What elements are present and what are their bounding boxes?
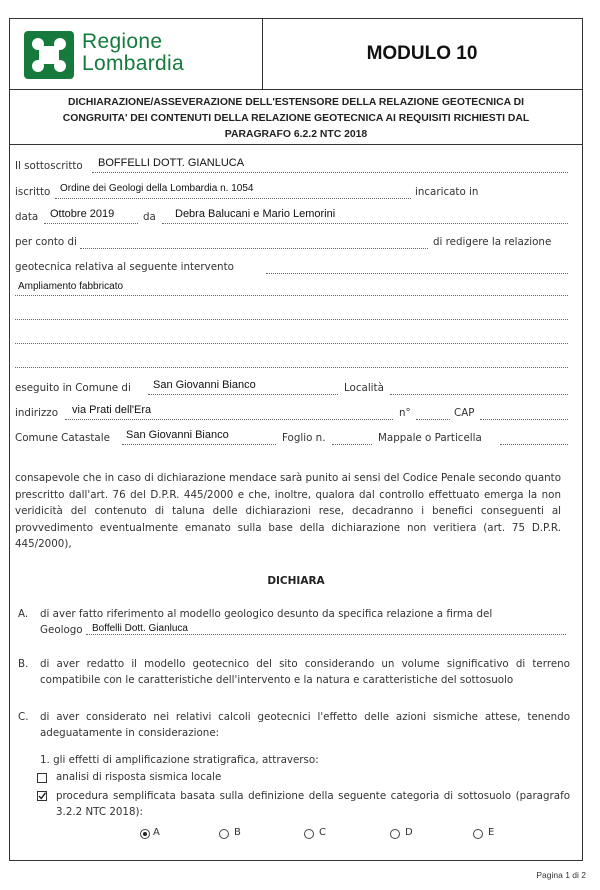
category-e-radio[interactable] [473,829,483,839]
item-b-letter: B. [18,658,29,670]
mappale-label: Mappale o Particella [378,432,482,444]
item-c-text: di aver considerato nei relativi calcoli geotecnici l'effetto delle azioni sismiche attese, tenendo adeguatamente in considerazione: [40,711,570,739]
per-conto-label: per conto di [15,236,77,248]
iscritto-field[interactable]: Ordine dei Geologi della Lombardia n. 1054 [60,183,254,194]
sottoscritto-label: Il sottoscritto [15,160,83,172]
item-c-letter: C. [18,711,29,723]
comune-label: eseguito in Comune di [15,382,131,394]
indirizzo-field[interactable]: via Prati dell'Era [72,404,152,416]
intervento-line-3[interactable] [15,343,568,344]
logo-line-2: Lombardia [82,52,184,75]
item-c1: 1. gli effetti di amplificazione stratigrafica, attraverso: [40,754,319,766]
redigere-label: di redigere la relazione [433,236,552,248]
da-label: da [143,211,156,223]
item-b [18,656,570,688]
localita-label: Località [344,382,384,394]
item-c [18,709,570,741]
item-a-letter: A. [18,608,29,620]
indirizzo-line [65,419,393,420]
cap-line[interactable] [480,419,568,420]
module-title: MODULO 10 [366,43,478,64]
data-field[interactable]: Ottobre 2019 [50,208,115,220]
iscritto-line [55,198,411,199]
catastale-line [122,444,276,445]
iscritto-label: iscritto [15,186,51,198]
item-b-text: di aver redatto il modello geotecnico del sito considerando un volume significativo di terreno compatibile con le caratteristiche dell'intervento e la natura e caratteristiche del sottosuolo [40,658,570,686]
title-line-2: CONGRUITA' DEI CONTENUTI DELLA RELAZIONE GEOTECNICA AI REQUISITI RICHIESTI DAL [62,113,530,124]
category-c-radio[interactable] [304,829,314,839]
opt-procedura-semplificata-text [56,788,570,820]
intervento-line-2[interactable] [15,319,568,320]
category-d-label: D [405,827,413,838]
regione-lombardia-logo-icon [24,31,74,79]
intervento-line-1 [15,295,568,296]
data-line [44,223,138,224]
form-frame [9,18,583,861]
foglio-line[interactable] [332,444,372,445]
check-icon [37,791,47,801]
foglio-label: Foglio n. [282,432,326,444]
page-number: Pagina 1 di 2 [536,870,586,880]
comune-line [148,394,338,395]
per-conto-line[interactable] [80,248,428,249]
dichiara-heading: DICHIARA [267,575,325,587]
item-a-text: di aver fatto riferimento al modello geologico desunto da specifica relazione a firma del [40,608,493,620]
category-b-radio[interactable] [219,829,229,839]
mappale-line[interactable] [500,444,568,445]
consapevole-paragraph: consapevole che in caso di dichiarazione mendace sarà punito ai sensi del Codice Penale secondo quanto prescritto dall'art. 76 del D.P.R. 445/2000 e che, inoltre, qualora dal controllo effettuato emerga la non veridicità del contenuto di taluna delle dichiarazioni rese, decadranno i benefici conseguenti al provvedimento eventualmente emanato sulla base della dichiarazione non veritiera (art. 75 D.P.R. 445/2000), [15,472,561,550]
category-a-label: A [153,827,160,838]
document-title [10,89,582,145]
incaricato-label: incaricato in [415,186,479,198]
item-a-geologo-field[interactable]: Boffelli Dott. Gianluca [92,623,188,634]
title-line-1: DICHIARAZIONE/ASSEVERAZIONE DELL'ESTENSORE DELLA RELAZIONE GEOTECNICA DI [67,97,525,108]
intervento-field[interactable]: Ampliamento fabbricato [18,281,124,292]
geotecnica-label: geotecnica relativa al seguente intervento [15,261,234,273]
localita-line[interactable] [390,394,568,395]
opt-risposta-sismica-label: analisi di risposta sismica locale [56,771,222,783]
cap-label: CAP [454,407,475,419]
comune-field[interactable]: San Giovanni Bianco [153,379,256,391]
catastale-field[interactable]: San Giovanni Bianco [126,429,229,441]
da-field[interactable]: Debra Balucani e Mario Lemorini [175,208,336,220]
item-a [18,606,570,638]
category-a-radio[interactable] [140,829,150,839]
category-e-label: E [488,827,495,838]
indirizzo-label: indirizzo [15,407,58,419]
opt-procedura-semplificata-checkbox[interactable] [37,791,47,801]
intervento-line-4[interactable] [15,367,568,368]
data-label: data [15,211,39,223]
title-line-3: PARAGRAFO 6.2.2 NTC 2018 [224,129,368,140]
opt-risposta-sismica-checkbox[interactable] [37,773,47,783]
header [10,19,582,90]
category-d-radio[interactable] [390,829,400,839]
numero-label: n° [399,407,411,419]
category-b-label: B [234,827,241,838]
logo-cell [10,19,263,89]
opt-procedura-semplificata-label: procedura semplificata basata sulla definizione della seguente categoria di sottosuolo (paragrafo 3.2.2 NTC 2018): [56,790,570,818]
catastale-label: Comune Catastale [15,432,110,444]
da-line [162,223,568,224]
category-c-label: C [319,827,326,838]
logo-text [82,31,184,75]
geotecnica-line [266,273,568,274]
numero-line[interactable] [416,419,450,420]
item-a-geologo-label: Geologo [40,624,83,636]
sottoscritto-line [92,172,568,173]
sottoscritto-field[interactable]: BOFFELLI DOTT. GIANLUCA [98,157,245,169]
logo-line-1: Regione [82,30,163,53]
